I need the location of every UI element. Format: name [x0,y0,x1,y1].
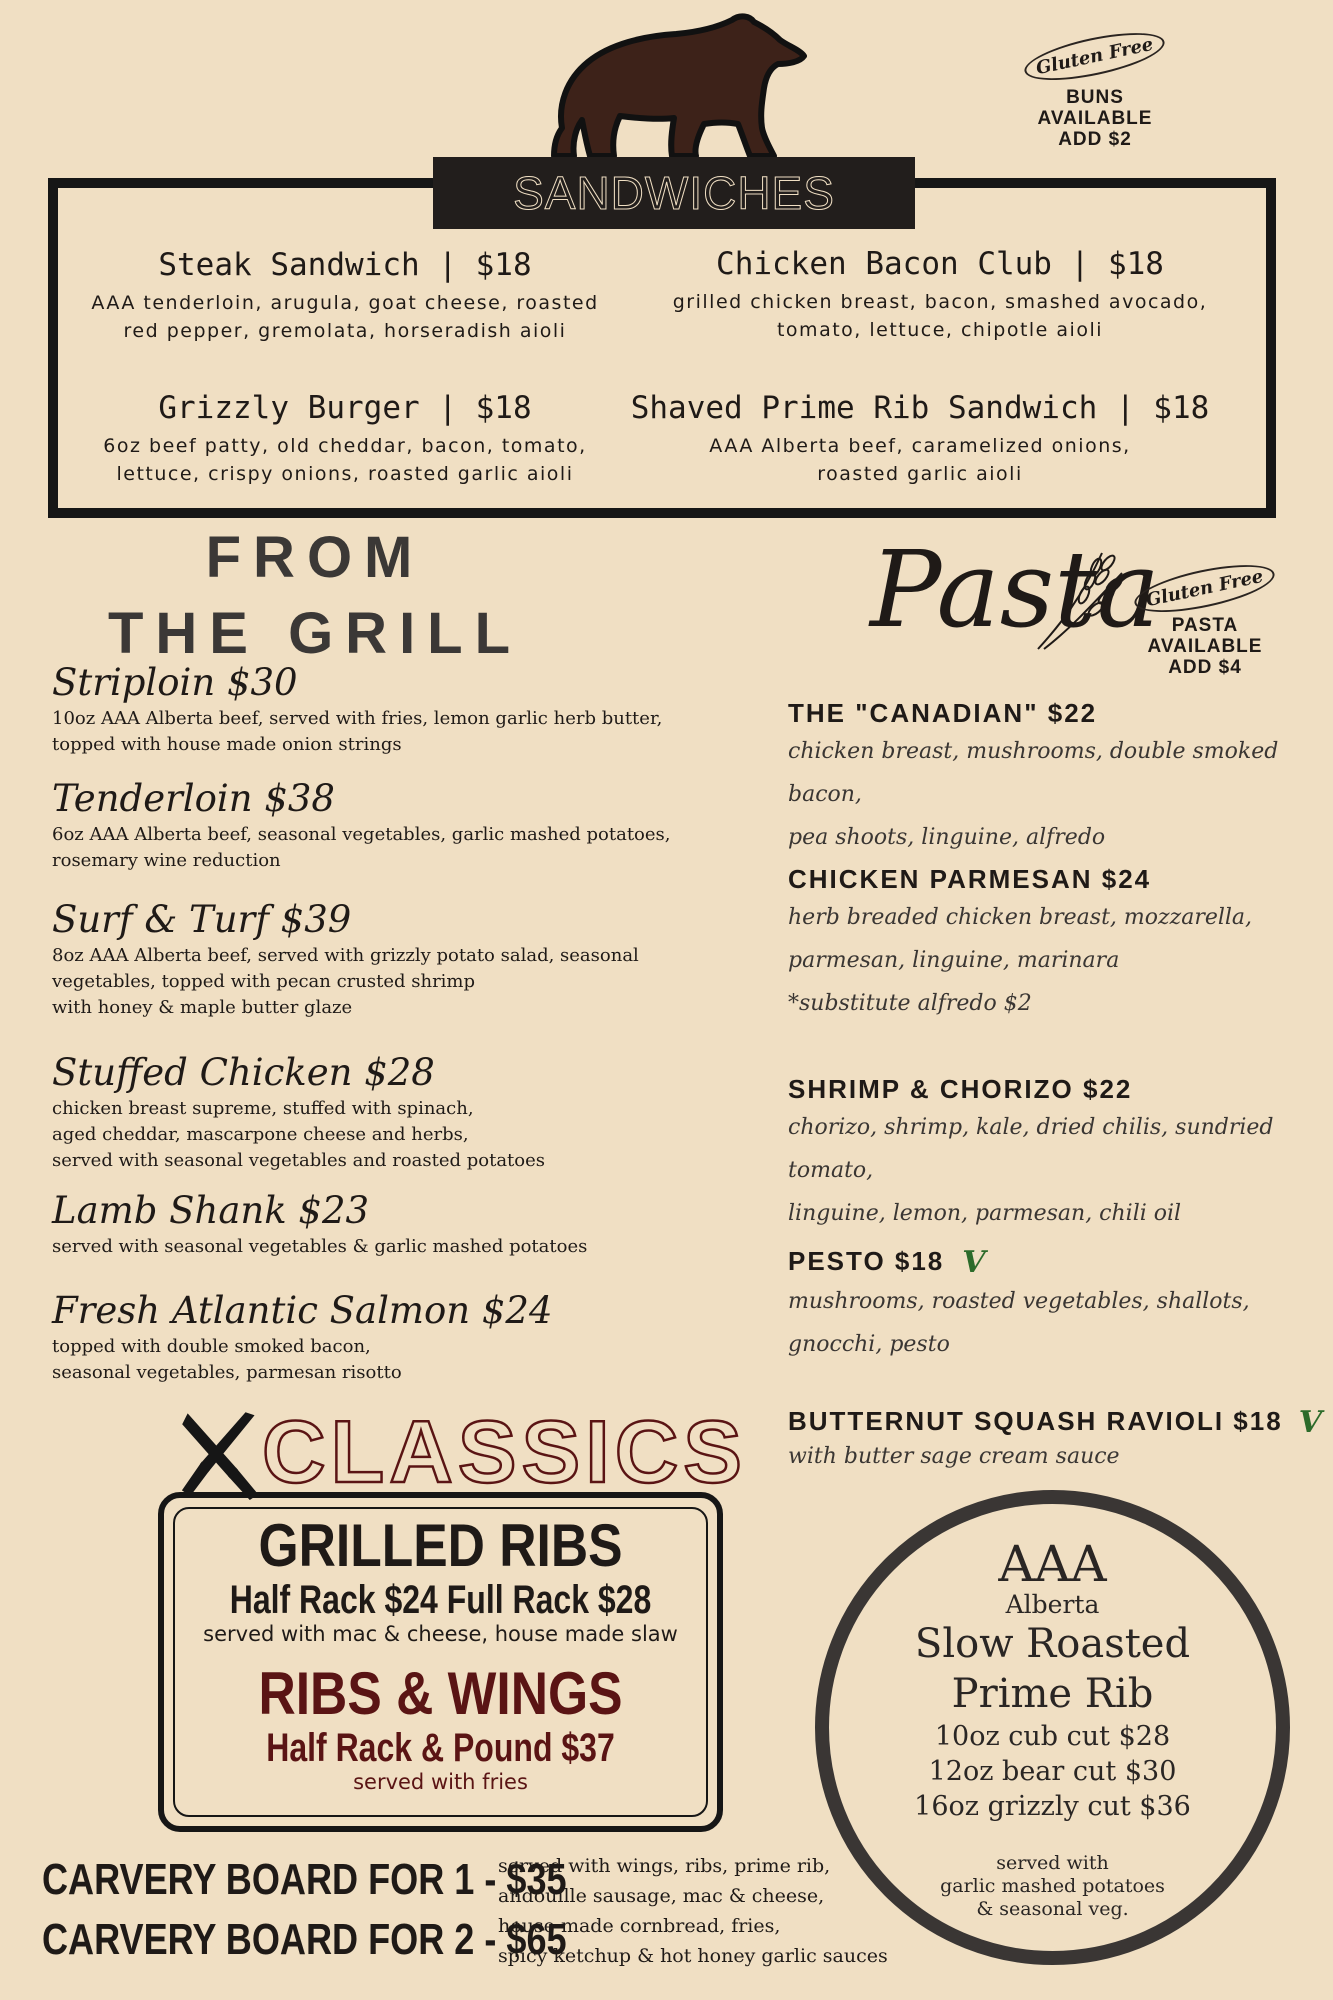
pasta-available-text: PASTA AVAILABLE [1147,615,1263,657]
grilled-ribs-block [158,1514,723,1646]
gluten-free-pasta-badge [1120,565,1290,678]
grill-item [52,1050,692,1174]
carvery-board-1: CARVERY BOARD FOR 1 - $35 [42,1855,567,1904]
carvery-desc-line: served with wings, ribs, prime rib, [498,1855,831,1877]
sandwich-item [80,388,610,488]
pasta-item-desc: parmesan, linguine, marinara [788,948,1120,973]
prime-rib-title: Slow Roasted [914,1621,1191,1667]
grill-item-desc: aged cheddar, mascarpone cheese and herbs, [52,1124,469,1145]
pasta-item [788,696,1308,859]
grill-item-desc: topped with house made onion strings [52,734,402,755]
sandwich-name: Steak Sandwich | $18 [158,247,532,283]
gluten-free-icon: Gluten Free [1021,24,1169,90]
buns-available-text: BUNS AVAILABLE [1037,87,1153,129]
grill-item-name: Surf & Turf $39 [52,898,352,941]
sandwich-desc: tomato, lettuce, chipotle aioli [776,319,1104,341]
crossed-knives-icon [178,1410,262,1500]
pasta-item-name: SHRIMP & CHORIZO $22 [788,1074,1133,1104]
grill-item-name: Stuffed Chicken $28 [52,1051,435,1094]
grill-item-desc: vegetables, topped with pecan crusted shrimp [52,971,476,992]
sandwich-item [660,244,1220,344]
ribs-wings-price: Half Rack & Pound $37 [266,1726,615,1770]
sandwich-name: Shaved Prime Rib Sandwich | $18 [630,390,1210,426]
pasta-item-desc: mushrooms, roasted vegetables, shallots, [788,1289,1250,1315]
sandwich-desc: 6oz beef patty, old cheddar, bacon, tomato, [103,435,587,457]
pasta-item-name: THE "CANADIAN" $22 [788,698,1098,728]
grill-section-title [105,520,525,672]
grill-title-line: FROM [205,525,425,590]
grill-item-name: Striploin $30 [52,661,298,704]
pasta-item-name-text: PESTO $18 [788,1246,945,1276]
grill-item-desc: with honey & maple butter glaze [52,997,353,1018]
pasta-item [788,862,1308,1025]
grill-item [52,897,692,1021]
ribs-wings-title: RIBS & WINGS [258,1660,623,1727]
grill-item-desc: rosemary wine reduction [52,850,281,871]
prime-rib-served: served with [996,1852,1109,1874]
sandwich-desc: AAA Alberta beef, caramelized onions, [709,435,1131,457]
prime-rib-grade: AAA [998,1535,1107,1593]
classics-section-title: CLASSICS [262,1402,747,1501]
grill-item-name: Lamb Shank $23 [52,1189,370,1232]
grill-item [52,1188,692,1260]
sandwich-desc: AAA tenderloin, arugula, goat cheese, roasted [91,292,599,314]
vegetarian-icon: V [1298,1405,1324,1441]
carvery-desc-line: spicy ketchup & hot honey garlic sauces [498,1945,888,1967]
pasta-item-name [788,1404,1328,1440]
grill-item [52,776,692,874]
pasta-item-desc: chicken breast, mushrooms, double smoked bacon, [788,739,1279,807]
grill-item-desc: served with seasonal vegetables & garlic mashed potatoes [52,1236,588,1257]
pasta-item [788,1244,1308,1366]
prime-rib-origin: Alberta [1005,1590,1100,1619]
pasta-item-desc: chorizo, shrimp, kale, dried chilis, sundried tomato, [788,1115,1274,1183]
grill-item-desc: 10oz AAA Alberta beef, served with fries, lemon garlic herb butter, [52,708,663,729]
sandwich-desc: roasted garlic aioli [817,463,1023,485]
sandwich-item [620,388,1220,488]
carvery-desc-line: andouille sausage, mac & cheese, [498,1885,825,1907]
pasta-item-desc: gnocchi, pesto [788,1332,950,1358]
pasta-item-desc: pea shoots, linguine, alfredo [788,825,1106,850]
gluten-free-icon: Gluten Free [1131,556,1279,622]
grill-item-name: Tenderloin $38 [52,777,335,820]
pasta-item [788,1072,1308,1235]
pasta-item [788,1404,1328,1474]
pasta-price-text: ADD $4 [1168,657,1242,678]
sandwiches-title: SANDWICHES [433,157,915,229]
grill-item [52,660,692,758]
grill-item-desc: 6oz AAA Alberta beef, seasonal vegetables, garlic mashed potatoes, [52,824,671,845]
grill-item-desc: topped with double smoked bacon, [52,1336,371,1357]
prime-rib-cut: 12oz bear cut $30 [928,1756,1177,1787]
pasta-item-desc: herb breaded chicken breast, mozzarella, [788,905,1253,930]
gluten-free-buns-badge [1010,33,1180,150]
grill-item-desc: seasonal vegetables, parmesan risotto [52,1362,402,1383]
prime-rib-title: Prime Rib [951,1671,1154,1717]
grilled-ribs-sides: served with mac & cheese, house made slaw [203,1622,678,1646]
vegetarian-icon: V [962,1245,988,1281]
prime-rib-cut: 10oz cub cut $28 [934,1721,1171,1752]
pasta-item-desc: *substitute alfredo $2 [788,991,1032,1016]
wheat-icon [1030,545,1130,655]
grill-item-desc: served with seasonal vegetables and roasted potatoes [52,1150,546,1171]
pasta-item-desc: with butter sage cream sauce [788,1444,1120,1470]
prime-rib-cut: 16oz grizzly cut $36 [914,1791,1191,1822]
sandwich-name: Chicken Bacon Club | $18 [716,246,1164,282]
prime-rib-block [815,1537,1290,1921]
prime-rib-served: & seasonal veg. [976,1898,1129,1920]
pasta-item-name: CHICKEN PARMESAN $24 [788,864,1152,894]
pasta-item-name-text: BUTTERNUT SQUASH RAVIOLI $18 [788,1406,1283,1436]
buns-price-text: ADD $2 [1058,129,1132,150]
pasta-item-name [788,1244,1308,1280]
sandwich-desc: lettuce, crispy onions, roasted garlic aioli [116,463,574,485]
sandwich-desc: grilled chicken breast, bacon, smashed avocado, [672,291,1208,313]
carvery-board-2: CARVERY BOARD FOR 2 - $65 [42,1915,567,1964]
prime-rib-served: garlic mashed potatoes [940,1875,1165,1897]
pasta-item-desc: linguine, lemon, parmesan, chili oil [788,1201,1182,1226]
ribs-wings-block [158,1662,723,1794]
grilled-ribs-title: GRILLED RIBS [258,1512,623,1579]
bear-logo-icon [548,10,808,162]
pasta-section-title: Pasta [870,528,1160,651]
grill-title-line: THE GRILL [107,601,523,666]
grilled-ribs-prices: Half Rack $24 Full Rack $28 [229,1578,652,1622]
sandwich-desc: red pepper, gremolata, horseradish aioli [123,320,567,342]
grill-item-desc: 8oz AAA Alberta beef, served with grizzly potato salad, seasonal [52,945,639,966]
sandwich-item [80,245,610,345]
ribs-wings-sides: served with fries [353,1770,528,1794]
carvery-desc-line: house made cornbread, fries, [498,1915,781,1937]
sandwich-name: Grizzly Burger | $18 [158,390,532,426]
grill-item-desc: chicken breast supreme, stuffed with spinach, [52,1098,474,1119]
grill-item-name: Fresh Atlantic Salmon $24 [52,1289,553,1332]
grill-item [52,1288,692,1386]
